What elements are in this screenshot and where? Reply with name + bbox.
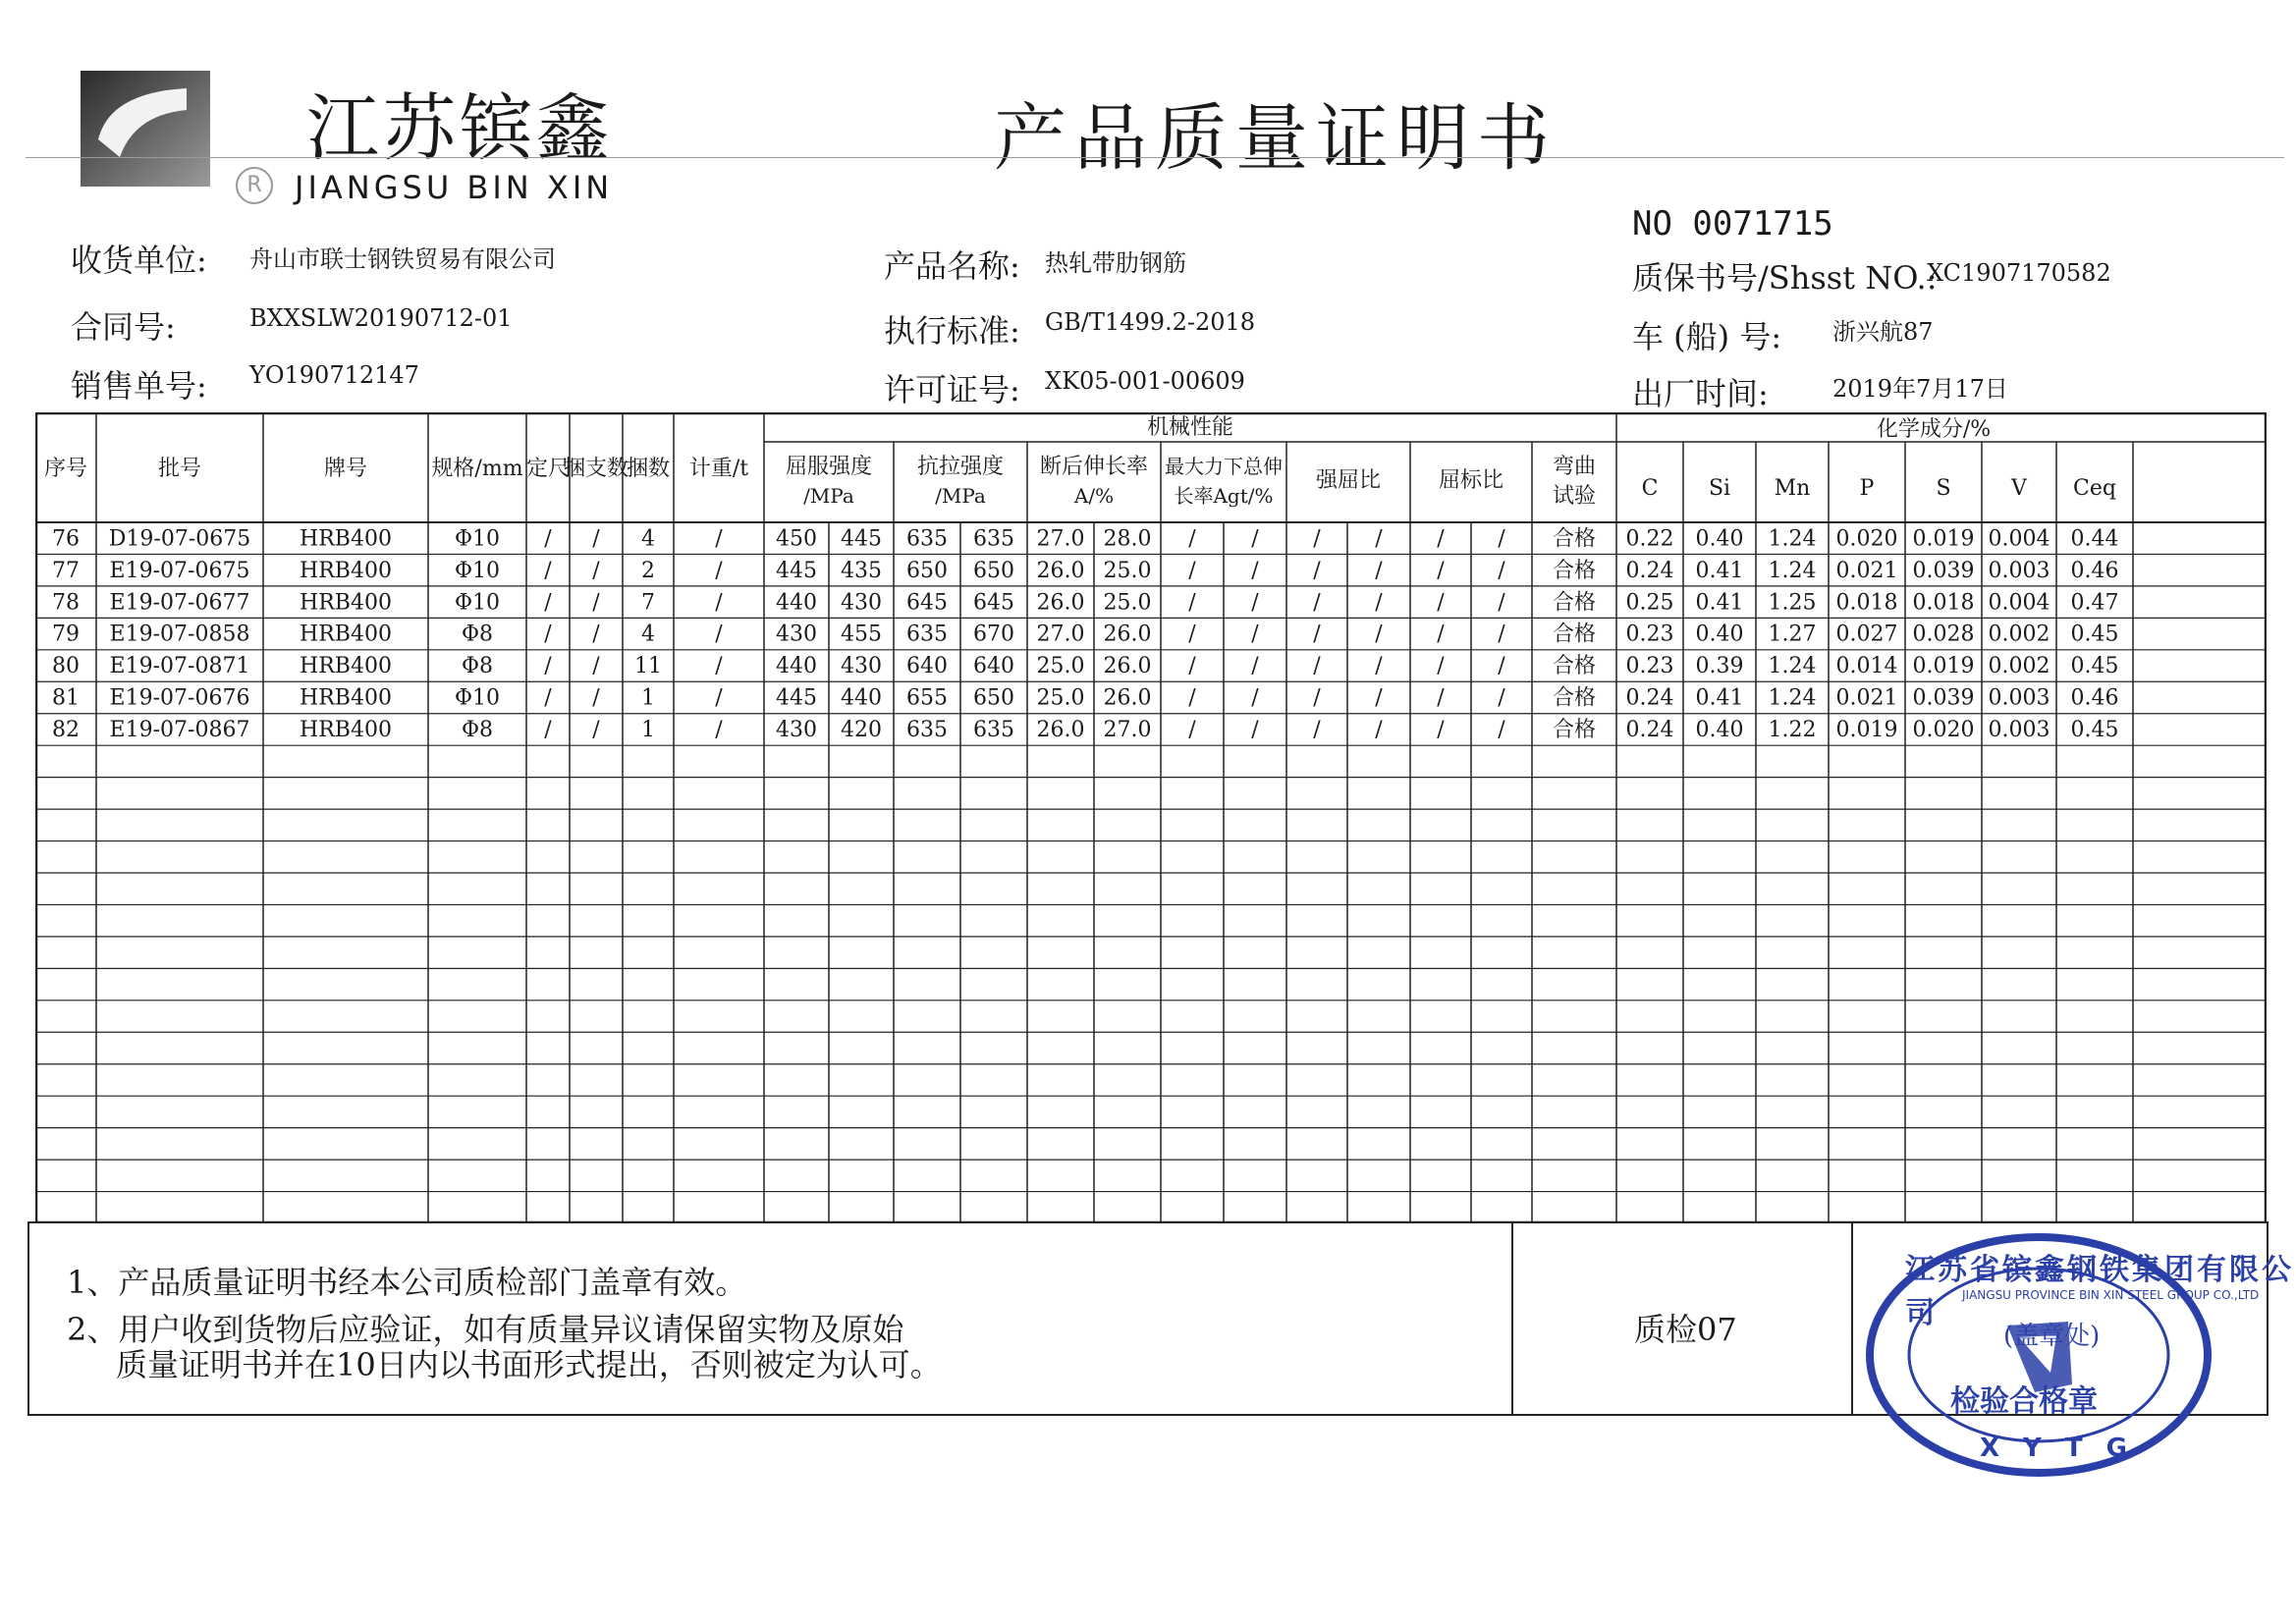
table-cell: 0.002 [1988,654,2050,679]
table-cell: / [592,718,600,743]
header-bend-2: 试验 [1552,484,1597,509]
header-tensile: 抗拉强度 [916,455,1005,479]
header-tensile-unit: /MPa [935,484,986,508]
table-cell: 0.40 [1695,526,1744,552]
seal-bottom-text: 检验合格章 [1950,1384,2098,1419]
contract-label: 合同号: [71,308,176,346]
table-cell: 0.45 [2070,654,2119,679]
table-cell: / [1188,622,1196,647]
table-cell: / [592,526,600,552]
product-value: 热轧带肋钢筋 [1045,249,1186,277]
table-cell: 420 [841,718,882,743]
table-cell: 2 [641,558,655,583]
table-cell: 0.014 [1835,654,1898,679]
table-cell: HRB400 [300,718,392,743]
header-rule [26,157,2284,158]
table-cell: 26.0 [1036,590,1085,616]
table-cell: HRB400 [300,685,392,711]
cert-value: XC1907170582 [1927,259,2111,287]
header-yield: 屈服强度 [785,455,873,479]
table-cell: / [1313,718,1321,743]
header-bend: 弯曲 [1552,455,1597,479]
table-cell: 27.0 [1036,622,1085,647]
table-cell: D19-07-0675 [108,526,251,552]
table-cell: 635 [906,622,948,647]
table-cell: 26.0 [1103,654,1152,679]
table-cell: 0.003 [1988,685,2050,711]
table-cell: / [1188,654,1196,679]
header-grade: 牌号 [323,457,368,481]
vehicle-value: 浙兴航87 [1832,318,1934,346]
table-cell: / [1313,558,1321,583]
seal-code: XYTG [1980,1434,2151,1463]
table-cell: 合格 [1552,718,1597,743]
table-cell: / [1498,526,1505,552]
header-seq: 序号 [43,457,88,481]
table-cell: 0.003 [1988,718,2050,743]
table-cell: / [544,654,552,679]
table-cell: 440 [776,654,817,679]
table-cell: 0.004 [1988,526,2050,552]
table-cell: / [1498,558,1505,583]
table-cell: 635 [906,526,948,552]
standard-value: GB/T1499.2-2018 [1045,308,1256,336]
header-strength-ratio: 强屈比 [1315,468,1382,493]
table-cell: / [715,622,723,647]
table-cell: 26.0 [1036,558,1085,583]
table-cell: 78 [52,590,80,616]
table-cell: 26.0 [1103,622,1152,647]
table-cell: / [1375,654,1383,679]
header-agt-unit: 长率Agt/% [1174,484,1274,508]
table-cell: 655 [906,685,948,711]
table-cell: 0.027 [1835,622,1898,647]
header-agt: 最大力下总伸 [1165,455,1283,478]
table-cell: 635 [973,526,1014,552]
table-cell: 0.002 [1988,622,2050,647]
table-cell: 0.028 [1912,622,1975,647]
table-cell: 81 [52,685,80,711]
table-cell: / [592,558,600,583]
table-cell: 0.020 [1912,718,1975,743]
table-cell: 0.018 [1912,590,1975,616]
table-cell: 1.25 [1768,590,1817,616]
table-cell: 0.24 [1625,718,1674,743]
table-cell: 445 [776,685,817,711]
header-elongation: 断后伸长率 [1039,455,1149,479]
seal-english-text: JIANGSU PROVINCE BIN XIN STEEL GROUP CO.,LTD [1962,1288,2260,1302]
table-cell: 4 [641,526,655,552]
header-chem-mn: Mn [1774,476,1811,501]
contract-value: BXXSLW20190712-01 [249,304,513,332]
table-cell: 455 [841,622,882,647]
table-cell: 1.24 [1768,526,1817,552]
table-cell: 77 [52,558,80,583]
table-cell: 合格 [1552,590,1597,616]
table-cell: Φ10 [454,558,501,583]
table-cell: / [715,558,723,583]
table-cell: 650 [973,685,1014,711]
footer-note-3: 质量证明书并在10日内以书面形式提出，否则被定为认可。 [116,1346,942,1383]
table-cell: / [1437,685,1445,711]
seal-center-text: (盖章处) [2003,1322,2101,1351]
certificate-number: NO 0071715 [1632,204,1833,244]
header-chem-ceq: Ceq [2073,476,2116,501]
table-cell: / [1375,590,1383,616]
table-cell: 0.039 [1912,685,1975,711]
table-cell: 0.39 [1695,654,1744,679]
table-cell: 1.22 [1768,718,1817,743]
table-cell: 445 [776,558,817,583]
table-cell: 25.0 [1103,590,1152,616]
table-cell: 0.25 [1625,590,1674,616]
table-cell: 1.24 [1768,558,1817,583]
table-cell: 1.24 [1768,685,1817,711]
header-pcs-per-bundle: 捆支数 [563,457,629,481]
table-cell: 0.46 [2070,685,2119,711]
table-cell: 76 [52,526,80,552]
header-yield-unit: /MPa [803,484,854,508]
table-cell: 645 [973,590,1014,616]
table-cell: 430 [776,718,817,743]
header-chem-c: C [1641,476,1659,501]
table-cell: 25.0 [1103,558,1152,583]
table-cell: / [592,685,600,711]
standard-label: 执行标准: [884,312,1020,350]
brand-name-en: JIANGSU BIN XIN [295,169,614,206]
cert-label: 质保书号/Shsst NO.: [1632,259,1938,297]
table-cell: / [715,685,723,711]
table-cell: / [544,590,552,616]
table-cell: E19-07-0675 [109,558,250,583]
table-cell: 1 [641,718,655,743]
table-cell: 650 [973,558,1014,583]
header-mechanical: 机械性能 [1146,415,1234,440]
table-cell: 0.41 [1695,558,1744,583]
document-title: 产品质量证明书 [994,96,1558,181]
table-cell: 440 [776,590,817,616]
sales-value: YO190712147 [249,361,419,389]
product-label: 产品名称: [884,247,1020,285]
table-cell: HRB400 [300,526,392,552]
table-cell: 0.004 [1988,590,2050,616]
table-cell: / [1251,718,1259,743]
table-cell: / [592,590,600,616]
table-cell: 0.021 [1835,558,1898,583]
table-cell: 合格 [1552,622,1597,647]
table-cell: Φ10 [454,526,501,552]
table-cell: 11 [634,654,662,679]
table-cell: 25.0 [1036,654,1085,679]
table-cell: 26.0 [1036,718,1085,743]
table-cell: / [715,590,723,616]
table-cell: / [1375,526,1383,552]
header-elongation-unit: A/% [1073,484,1115,508]
vehicle-label: 车 (船) 号: [1632,318,1782,355]
header-batch: 批号 [157,457,202,481]
table-cell: 合格 [1552,558,1597,583]
footer-note-2: 2、用户收到货物后应验证，如有质量异议请保留实物及原始 [67,1311,904,1348]
table-cell: 0.46 [2070,558,2119,583]
table-cell: / [1498,685,1505,711]
table-cell: HRB400 [300,622,392,647]
header-bundles: 捆数 [626,457,671,481]
header-weight: 计重/t [688,457,749,481]
table-cell: 635 [973,718,1014,743]
license-value: XK05-001-00609 [1045,367,1245,395]
table-cell: / [1498,654,1505,679]
table-cell: 635 [906,718,948,743]
table-cell: 0.021 [1835,685,1898,711]
table-cell: 0.003 [1988,558,2050,583]
header-spec: 规格/mm [431,457,523,481]
table-cell: / [1437,526,1445,552]
table-cell: / [592,622,600,647]
table-cell: 27.0 [1036,526,1085,552]
table-cell: 0.22 [1625,526,1674,552]
table-cell: / [1251,590,1259,616]
table-cell: 0.039 [1912,558,1975,583]
table-cell: 0.44 [2070,526,2119,552]
header-chem-v: V [2011,476,2027,501]
table-cell: / [544,526,552,552]
table-cell: HRB400 [300,590,392,616]
table-cell: HRB400 [300,654,392,679]
table-cell: 0.23 [1625,622,1674,647]
table-cell: Φ8 [461,622,494,647]
table-cell: 0.41 [1695,685,1744,711]
table-cell: / [1375,718,1383,743]
header-fixed-length: 定尺 [525,457,571,481]
table-cell: 650 [906,558,948,583]
table-cell: / [1251,526,1259,552]
license-label: 许可证号: [884,371,1020,408]
table-cell: / [1437,622,1445,647]
table-cell: / [1437,590,1445,616]
table-cell: 430 [776,622,817,647]
table-cell: 79 [52,622,80,647]
table-cell: / [1498,590,1505,616]
table-cell: / [1313,685,1321,711]
header-yield-ratio: 屈标比 [1438,468,1504,493]
table-cell: 80 [52,654,80,679]
table-cell: 26.0 [1103,685,1152,711]
date-value: 2019年7月17日 [1832,375,2008,403]
table-cell: / [1313,526,1321,552]
table-cell: 445 [841,526,882,552]
table-cell: 1.24 [1768,654,1817,679]
registered-mark: R [236,167,273,204]
table-cell: 0.23 [1625,654,1674,679]
table-cell: 0.019 [1835,718,1898,743]
seal-company-text: 江苏省镔鑫钢铁集团有限公司 [1905,1253,2294,1330]
table-cell: / [1188,558,1196,583]
table-cell: / [1437,654,1445,679]
table-cell: 640 [973,654,1014,679]
table-cell: 640 [906,654,948,679]
table-cell: / [1188,718,1196,743]
table-cell: / [1313,654,1321,679]
quality-table [35,412,2267,1223]
table-cell: Φ8 [461,654,494,679]
header-chemical: 化学成分/% [1876,417,1992,442]
table-cell: / [1251,622,1259,647]
table-cell: 430 [841,654,882,679]
table-cell: / [1313,590,1321,616]
table-cell: / [544,718,552,743]
table-cell: 0.41 [1695,590,1744,616]
table-cell: / [1375,685,1383,711]
table-cell: / [1251,558,1259,583]
table-cell: 合格 [1552,526,1597,552]
table-cell: / [1188,590,1196,616]
brand-name-cn: 江苏镔鑫 [306,86,613,171]
table-cell: / [1437,558,1445,583]
table-cell: 合格 [1552,685,1597,711]
table-cell: / [1375,558,1383,583]
table-cell: / [1251,654,1259,679]
table-cell: Φ8 [461,718,494,743]
table-cell: 0.019 [1912,654,1975,679]
table-cell: 0.020 [1835,526,1898,552]
table-cell: 0.47 [2070,590,2119,616]
table-cell: / [1498,622,1505,647]
table-cell: E19-07-0676 [109,685,250,711]
table-cell: HRB400 [300,558,392,583]
table-cell: 450 [776,526,817,552]
table-cell: Φ10 [454,590,501,616]
table-cell: 0.24 [1625,558,1674,583]
sales-label: 销售单号: [71,367,207,405]
table-cell: / [544,558,552,583]
table-cell: / [1251,685,1259,711]
header-chem-p: P [1859,476,1875,501]
table-cell: 0.019 [1912,526,1975,552]
table-cell: / [544,685,552,711]
table-cell: 0.40 [1695,622,1744,647]
table-cell: 27.0 [1103,718,1152,743]
table-cell: 28.0 [1103,526,1152,552]
table-cell: E19-07-0867 [109,718,250,743]
footer-note-1: 1、产品质量证明书经本公司质检部门盖章有效。 [67,1264,747,1301]
table-cell: / [1498,718,1505,743]
table-cell: E19-07-0858 [109,622,250,647]
table-cell: 1.27 [1768,622,1817,647]
table-cell: / [1313,622,1321,647]
table-cell: 合格 [1552,654,1597,679]
header-chem-si: Si [1708,476,1731,501]
company-logo [81,71,210,187]
table-cell: 645 [906,590,948,616]
table-cell: 1 [641,685,655,711]
table-cell: Φ10 [454,685,501,711]
table-cell: 82 [52,718,80,743]
table-cell: / [592,654,600,679]
header-chem-s: S [1936,476,1951,501]
table-cell: E19-07-0677 [109,590,250,616]
table-cell: 670 [973,622,1014,647]
table-cell: 0.24 [1625,685,1674,711]
table-cell: 0.40 [1695,718,1744,743]
table-cell: 430 [841,590,882,616]
table-cell: 435 [841,558,882,583]
table-cell: E19-07-0871 [109,654,250,679]
consignee-value: 舟山市联士钢铁贸易有限公司 [249,245,556,273]
table-cell: / [715,526,723,552]
table-cell: 7 [641,590,655,616]
table-cell: 4 [641,622,655,647]
table-cell: 0.45 [2070,718,2119,743]
table-cell: / [715,654,723,679]
table-cell: / [1437,718,1445,743]
table-cell: / [715,718,723,743]
inspector-stamp-label: 质检07 [1634,1311,1737,1348]
table-cell: 0.018 [1835,590,1898,616]
table-cell: / [544,622,552,647]
date-label: 出厂时间: [1632,375,1769,412]
table-cell: 25.0 [1036,685,1085,711]
table-cell: / [1375,622,1383,647]
table-cell: / [1188,685,1196,711]
table-cell: 440 [841,685,882,711]
table-cell: 0.45 [2070,622,2119,647]
consignee-label: 收货单位: [71,242,207,279]
table-cell: / [1188,526,1196,552]
